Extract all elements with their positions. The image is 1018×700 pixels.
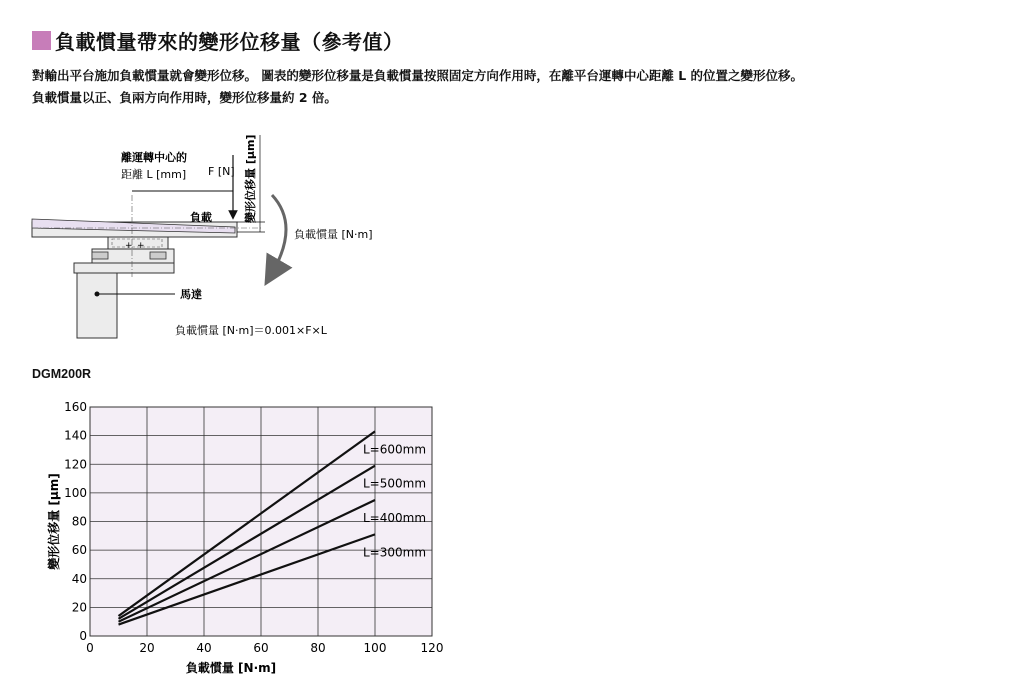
formula-text: 負載慣量 [N·m]＝0.001×F×L — [175, 324, 327, 337]
base-plate — [74, 263, 174, 273]
motor-label: 馬達 — [180, 288, 202, 301]
distance-label-line2: 距離 L [mm] — [121, 168, 187, 181]
distance-label-line1: 離運轉中心的 — [121, 151, 187, 164]
x-tick-label: 60 — [253, 641, 269, 655]
title-marker-square — [32, 31, 51, 50]
chart-model-label: DGM200R — [32, 367, 92, 381]
load-diagram — [0, 115, 420, 345]
y-tick-label: 100 — [64, 485, 87, 500]
y-tick-label: 160 — [64, 400, 87, 414]
force-label: F [N] — [208, 165, 235, 178]
intro-line-2: 負載慣量以正、負兩方向作用時，變形位移量約 2 倍。 — [32, 90, 337, 105]
deformation-chart — [0, 385, 460, 685]
bearing-left — [92, 252, 108, 259]
bearing-right — [150, 252, 166, 259]
x-axis-label: 負載慣量 [N·m] — [185, 661, 277, 675]
y-tick-label: 40 — [71, 571, 87, 586]
y-tick-label: 120 — [64, 457, 87, 472]
x-tick-label: 0 — [86, 641, 94, 655]
page-title-text: 負載慣量帶來的變形位移量（參考值） — [55, 30, 404, 54]
rotor-mark-2: + — [137, 241, 145, 251]
y-tick-label: 60 — [71, 543, 87, 558]
motor-body — [77, 273, 117, 338]
y-tick-label: 20 — [71, 600, 87, 615]
moment-label: 負載慣量 [N·m] — [294, 228, 373, 241]
series-label-2: L=500mm — [363, 476, 427, 491]
moment-arc-arrow — [272, 195, 286, 273]
y-tick-label: 140 — [64, 428, 87, 443]
series-label-3: L=400mm — [363, 511, 427, 526]
displacement-label: 變形位移量 [μm] — [244, 134, 257, 223]
intro-line-1: 對輸出平台施加負載慣量就會變形位移。 圖表的變形位移量是負載慣量按照固定方向作用時，在離平台運轉中心距離 L 的位置之變形位移。 — [32, 68, 804, 83]
y-tick-label: 80 — [71, 514, 87, 529]
x-tick-label: 20 — [139, 641, 155, 655]
x-tick-label: 80 — [310, 641, 326, 655]
intro-text — [32, 65, 1007, 109]
y-tick-label: 0 — [79, 629, 87, 643]
page-title — [32, 26, 404, 55]
rotor-mark-1: + — [125, 241, 133, 251]
x-tick-label: 40 — [196, 641, 212, 655]
y-axis-label: 變形位移量 [μm] — [47, 473, 61, 570]
motor-marker-dot — [95, 292, 100, 297]
x-tick-label: 100 — [363, 641, 387, 655]
series-label-1: L=600mm — [363, 442, 427, 457]
series-label-4: L=300mm — [363, 545, 427, 560]
x-tick-label: 120 — [420, 641, 444, 655]
load-label: 負載 — [190, 211, 212, 224]
